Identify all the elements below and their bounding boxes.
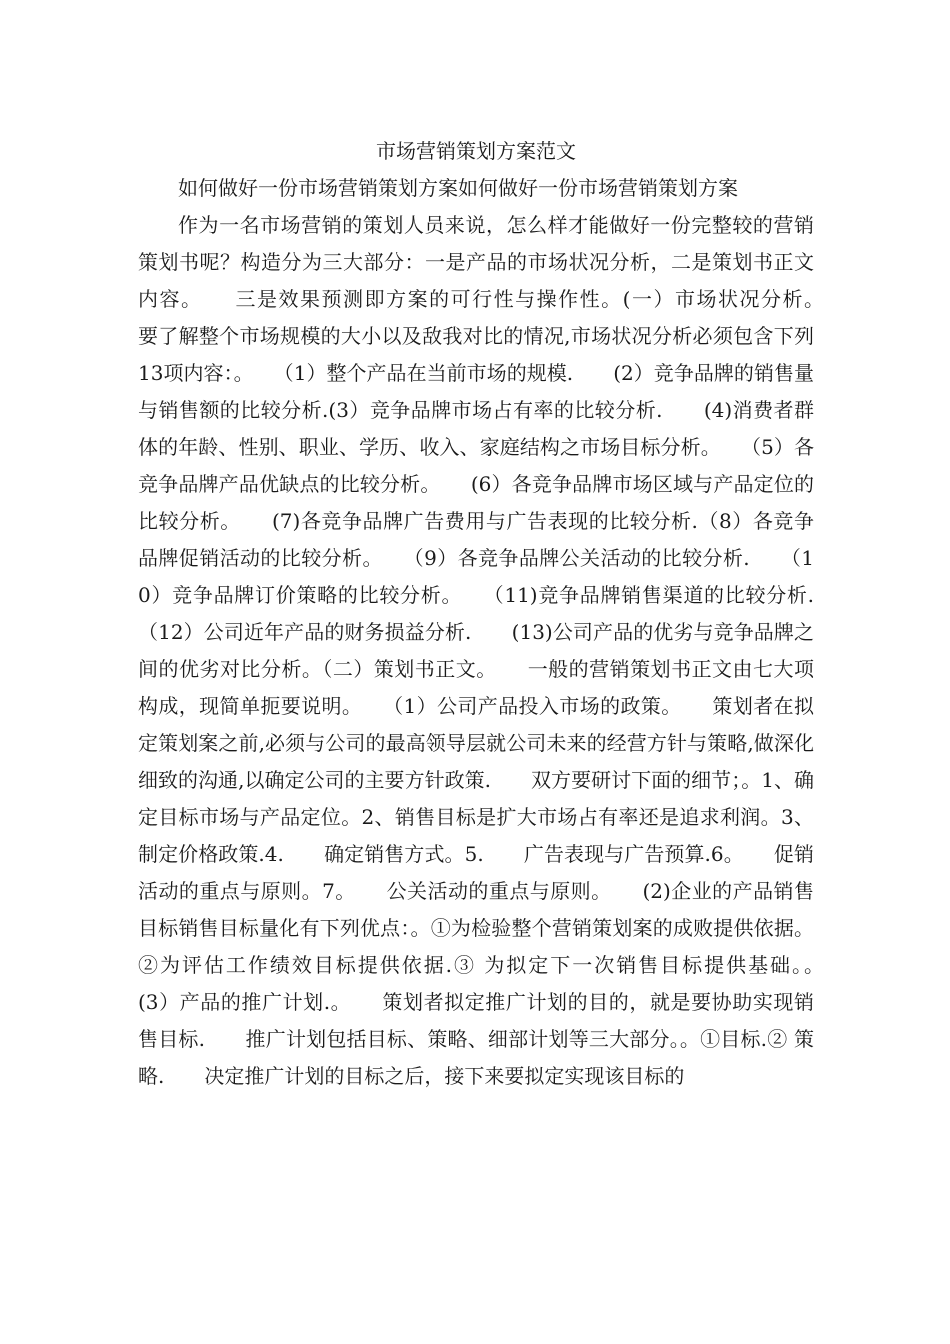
document-body xyxy=(138,133,854,1095)
document-body-paragraph: 作为一名市场营销的策划人员来说，怎么样才能做好一份完整较的营销策划书呢？构造分为三大部分：一是产品的市场状况分析，二是策划书正文内容。 三是效果预测即方案的可行性与操作性。(一）市场状况分析。 要了解整个市场规模的大小以及敌我对比的情况,市场状况分析必须包含下列13项内容：。 （1）整个产品在当前市场的规模. (2）竞争品牌的销售量与销售额的比较分析.(3）竞争品牌市场占有率的比较分析. (4)消费者群体的年龄、性别、职业、学历、收入、家庭结构之市场目标分析。 （5）各竞争品牌产品优缺点的比较分析。 (6）各竞争品牌市场区域与产品定位的比较分析。 (7)各竞争品牌广告费用与广告表现的比较分析.（8）各竞争品牌促销活动的比较分析。 （9）各竞争品牌公关活动的比较分析. （10）竞争品牌订价策略的比较分析。 （11)竞争品牌销售渠道的比较分析. （12）公司近年产品的财务损益分析. (13)公司产品的优劣与竞争品牌之间的优劣对比分析。（二）策划书正文。 一般的营销策划书正文由七大项构成，现简单扼要说明。 （1）公司产品投入市场的政策。 策划者在拟定策划案之前,必须与公司的最高领导层就公司未来的经营方针与策略,做深化细致的沟通,以确定公司的主要方针政策. 双方要研讨下面的细节；。1、确定目标市场与产品定位。2、销售目标是扩大市场占有率还是追求利润。3、制定价格政策.4. 确定销售方式。5. 广告表现与广告预算.6。 促销活动的重点与原则。7。 公关活动的重点与原则。 (2)企业的产品销售目标销售目标量化有下列优点：。①为检验整个营销策划案的成败提供依据。②为评估工作绩效目标提供依据.③ 为拟定下一次销售目标提供基础。。 (3）产品的推广计划.。 策划者拟定推广计划的目的，就是要协助实现销售目标. 推广计划包括目标、策略、细部计划等三大部分。。①目标.② 策略. 决定推广计划的目标之后，接下来要拟定实现该目标的 xyxy=(138,213,854,1088)
document-intro-paragraph: 如何做好一份市场营销策划方案如何做好一份市场营销策划方案 xyxy=(178,176,738,200)
document-title: 市场营销策划方案范文 xyxy=(376,139,576,163)
